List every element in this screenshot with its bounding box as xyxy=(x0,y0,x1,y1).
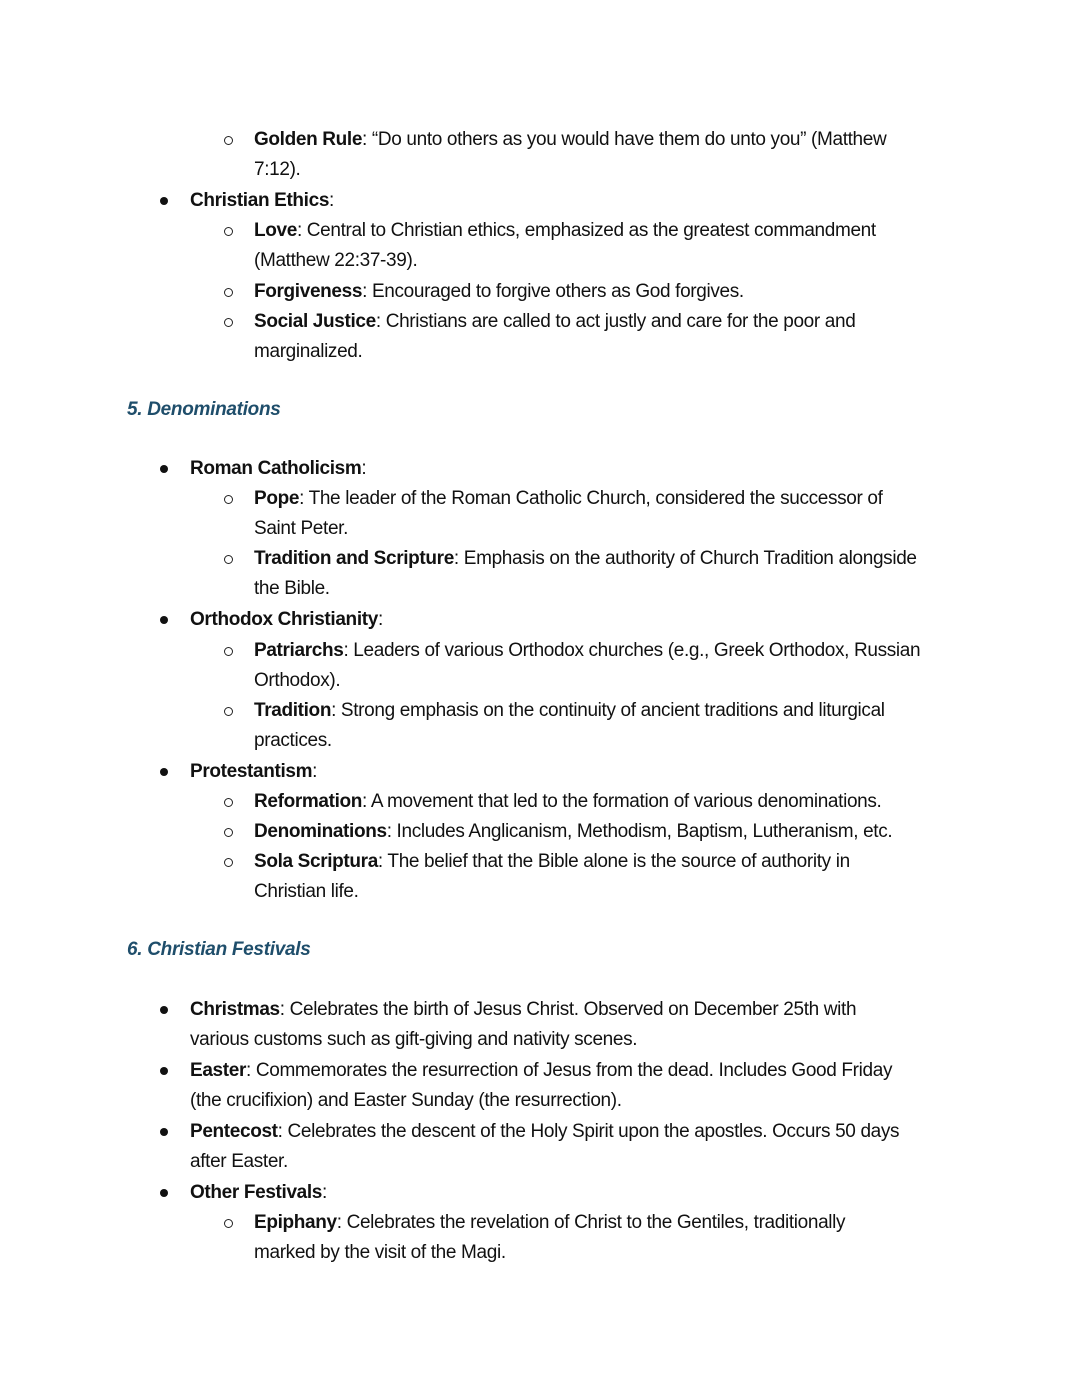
list-item-continuation: Christian life. xyxy=(254,881,359,902)
list-item-continuation: Saint Peter. xyxy=(254,518,349,539)
circle-bullet-icon xyxy=(224,318,233,327)
circle-bullet-icon xyxy=(224,798,233,807)
bullet-icon xyxy=(160,1006,168,1014)
section-heading-denominations: 5. Denominations xyxy=(127,399,281,420)
bullet-icon xyxy=(160,1128,168,1136)
bullet-icon xyxy=(160,465,168,473)
list-item-social-justice: Social Justice: Christians are called to act justly and care for the poor and xyxy=(254,311,856,332)
list-item-continuation: (Matthew 22:37-39). xyxy=(254,250,418,271)
list-item-golden-rule: Golden Rule: “Do unto others as you would have them do unto you” (Matthew xyxy=(254,129,887,150)
list-item-continuation: after Easter. xyxy=(190,1151,288,1172)
circle-bullet-icon xyxy=(224,555,233,564)
list-item-epiphany: Epiphany: Celebrates the revelation of Christ to the Gentiles, traditionally xyxy=(254,1212,846,1233)
bullet-icon xyxy=(160,616,168,624)
circle-bullet-icon xyxy=(224,227,233,236)
circle-bullet-icon xyxy=(224,707,233,716)
bullet-icon xyxy=(160,197,168,205)
list-item-continuation: practices. xyxy=(254,730,332,751)
list-item-christian-ethics: Christian Ethics: xyxy=(190,190,334,211)
list-item-protestantism: Protestantism: xyxy=(190,761,318,782)
list-item-easter: Easter: Commemorates the resurrection of Jesus from the dead. Includes Good Friday xyxy=(190,1060,893,1081)
list-item-continuation: marginalized. xyxy=(254,341,363,362)
list-item-continuation: 7:12). xyxy=(254,159,301,180)
term: Golden Rule xyxy=(254,129,363,150)
bullet-icon xyxy=(160,1189,168,1197)
list-item-christmas: Christmas: Celebrates the birth of Jesus Christ. Observed on December 25th with xyxy=(190,999,857,1020)
list-item-patriarchs: Patriarchs: Leaders of various Orthodox churches (e.g., Greek Orthodox, Russian xyxy=(254,640,921,661)
circle-bullet-icon xyxy=(224,136,233,145)
list-item-denominations: Denominations: Includes Anglicanism, Methodism, Baptism, Lutheranism, etc. xyxy=(254,821,893,842)
circle-bullet-icon xyxy=(224,288,233,297)
list-item-orthodox: Orthodox Christianity: xyxy=(190,609,383,630)
list-item-pope: Pope: The leader of the Roman Catholic Church, considered the successor of xyxy=(254,488,883,509)
list-item-forgiveness: Forgiveness: Encouraged to forgive others as God forgives. xyxy=(254,281,744,302)
list-item-continuation: Orthodox). xyxy=(254,670,341,691)
section-heading-festivals: 6. Christian Festivals xyxy=(127,939,311,960)
list-item-pentecost: Pentecost: Celebrates the descent of the Holy Spirit upon the apostles. Occurs 50 days xyxy=(190,1121,900,1142)
list-item-roman-catholicism: Roman Catholicism: xyxy=(190,458,367,479)
list-item-continuation: marked by the visit of the Magi. xyxy=(254,1242,506,1263)
circle-bullet-icon xyxy=(224,495,233,504)
list-item-tradition-scripture: Tradition and Scripture: Emphasis on the authority of Church Tradition alongside xyxy=(254,548,917,569)
list-item-love: Love: Central to Christian ethics, emphasized as the greatest commandment xyxy=(254,220,876,241)
list-item-tradition: Tradition: Strong emphasis on the continuity of ancient traditions and liturgical xyxy=(254,700,885,721)
circle-bullet-icon xyxy=(224,828,233,837)
circle-bullet-icon xyxy=(224,1219,233,1228)
list-item-sola-scriptura: Sola Scriptura: The belief that the Bible alone is the source of authority in xyxy=(254,851,850,872)
list-item-continuation: various customs such as gift-giving and nativity scenes. xyxy=(190,1029,638,1050)
list-item-other-festivals: Other Festivals: xyxy=(190,1182,327,1203)
bullet-icon xyxy=(160,768,168,776)
bullet-icon xyxy=(160,1067,168,1075)
circle-bullet-icon xyxy=(224,647,233,656)
list-item-reformation: Reformation: A movement that led to the formation of various denominations. xyxy=(254,791,882,812)
list-item-continuation: (the crucifixion) and Easter Sunday (the resurrection). xyxy=(190,1090,622,1111)
circle-bullet-icon xyxy=(224,858,233,867)
list-item-continuation: the Bible. xyxy=(254,578,330,599)
